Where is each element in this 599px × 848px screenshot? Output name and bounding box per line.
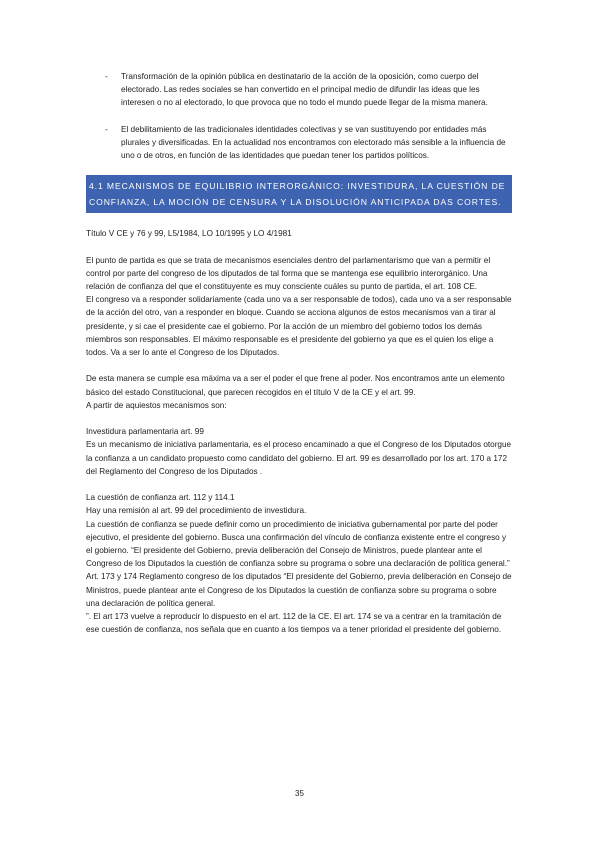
cuestion-text: Art. 173 y 174 Reglamento congreso de los diputados “El presidente del Gobierno, previa deliberación en Consejo de Ministros, puede plantear ante el Congreso de los Diputados la cuestión de confianza sobre su programa o sobre una declaración de política general. — [86, 572, 512, 608]
bullet-item — [86, 70, 512, 110]
investidura-text: Es un mecanismo de iniciativa parlamentaria, es el proceso encaminado a que el Congreso de los Diputados otorgue la confianza a un candidato propuesto como candidato del gobierno. El art. 99 es desarrollado por los art. 170 a 172 del Reglamento del Congreso de los Diputados . — [86, 440, 512, 476]
section-heading: 4.1 MECANISMOS DE EQUILIBRIO INTERORGÁNICO: INVESTIDURA, LA CUESTIÓN DE CONFIANZA, LA MOCIÓN DE CENSURA Y LA DISOLUCIÓN ANTICIPADA DAS CORTES. — [86, 175, 512, 213]
page-number: 35 — [295, 789, 304, 798]
investidura-title: Investidura parlamentaria art. 99 — [86, 427, 204, 437]
maxim-paragraph: A partir de aquiestos mecanismos son: — [86, 400, 227, 410]
source-line: Título V CE y 76 y 99, L5/1984, LO 10/1995 y LO 4/1981 — [86, 229, 292, 239]
bullet-marker: - — [105, 124, 108, 134]
bullet-marker: - — [105, 72, 108, 81]
cuestion-title: La cuestión de confianza art. 112 y 114.1 — [86, 493, 235, 503]
cuestion-text: ”. El art 173 vuelve a reproducir lo dispuesto en el art. 112 de la CE. El art. 174 se va a centrar en la tramitación de ese cuestión de confianza, nos señala que en cuanto a los tiempos va a tener prioridad el presidente del gobierno. — [86, 612, 502, 635]
maxim-paragraph: De esta manera se cumple esa máxima va a ser el poder el que frene al poder. Nos encontramos ante un elemento básico del estado Constitucional, que parecen recogidos en el título V de la CE y el art. 99. — [86, 374, 505, 397]
document-body — [86, 70, 512, 636]
bullet-item — [86, 123, 512, 163]
cuestion-text: Hay una remisión al art. 99 del procedimiento de investidura. — [86, 506, 307, 516]
bullet-text: El debilitamiento de las tradicionales identidades colectivas y se van sustituyendo por entidades más plurales y diversificadas. En la actualidad nos encontramos con electorado más sensible a la influencia de uno o de otros, en función de las identidades que puedan tener los partidos políticos. — [121, 124, 506, 161]
intro-paragraph: El congreso va a responder solidariamente (cada uno va a ser responsable de todos), cada uno va a ser responsable de la acción del otro, van a responder en bloque. Cuando se acciona algunos de estos mecanismos van a tirar al presidente, y si cae el presidente cae el gobierno. Por la acción de un miembro del gobierno todos los demás miembros son responsables. El máximo responsable es el presidente del gobierno ya que es el quien los elige a todos. Va a ser lo ante el Congreso de los Diputados. — [86, 295, 512, 358]
cuestion-text: La cuestión de confianza se puede definir como un procedimiento de iniciativa gubernamental por parte del poder ejecutivo, el presidente del gobierno. Busca una confirmación del vínculo de confianza existente entre el congreso y el gobierno. “El presidente del Gobierno, previa deliberación del Consejo de Ministros, puede plantear ante el Congreso de los Diputados la cuestión de confianza sobre su programa o sobre una declaración de política general.” — [86, 519, 510, 569]
bullet-text: Transformación de la opinión pública en destinatario de la acción de la oposición, como cuerpo del electorado. Las redes sociales se han convertido en el principal medio de difundir las ideas que les interesen o no al electorado, lo que provoca que no todo el mundo puede llegar de la misma manera. — [121, 72, 488, 108]
intro-paragraph: El punto de partida es que se trata de mecanismos esenciales dentro del parlamentarismo que van a permitir el control por parte del congreso de los diputados de tal forma que se mantenga ese equilibrio interorgánico. Una relación de confianza del que el constituyente es muy consciente cuáles su punto de partida, el art. 108 CE. — [86, 255, 491, 292]
